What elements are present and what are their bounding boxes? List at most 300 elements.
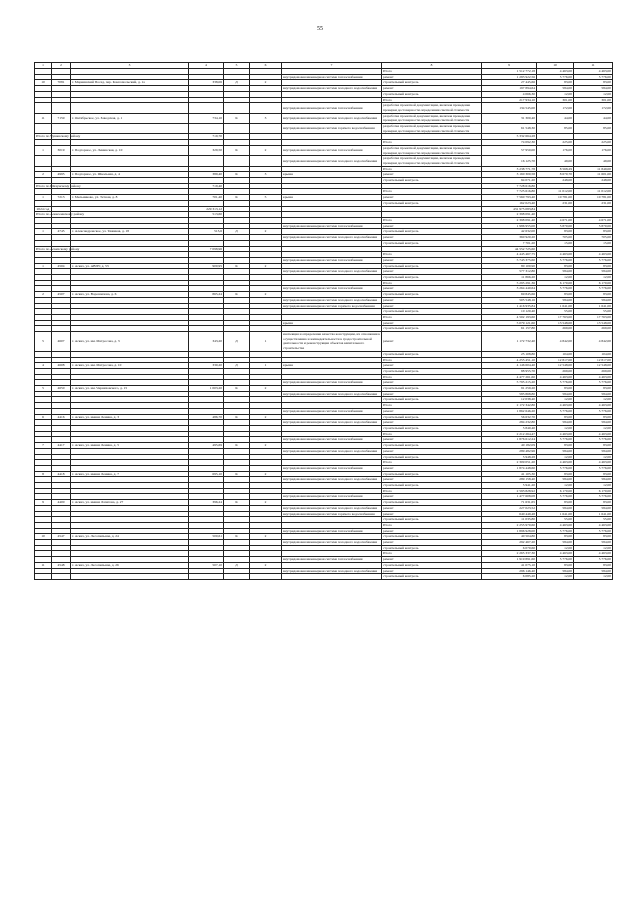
table-cell: 10 781,00	[574, 195, 613, 201]
table-cell: 5 840,40	[482, 426, 537, 432]
table-cell	[189, 574, 224, 580]
table-cell	[250, 103, 282, 113]
table-cell: г. Мельниково, ул. Тетюш, д. 8	[71, 195, 189, 201]
table-cell	[189, 124, 224, 134]
table-cell: 40 182,09	[482, 443, 537, 449]
table-cell: 217 934,10	[482, 97, 537, 103]
table-cell: 330,20	[189, 363, 224, 369]
table-cell: строительный контроль	[382, 483, 482, 489]
table-cell: 134 545,00	[482, 103, 537, 113]
table-cell: Итого по Шахунскому району	[36, 183, 81, 188]
table-cell: 4 463,00	[574, 460, 613, 466]
table-cell: 85,00	[537, 124, 574, 134]
table-cell: 585 868,80	[482, 391, 537, 397]
table-cell: 1	[35, 63, 52, 69]
table-cell: 5 776,00	[537, 286, 574, 292]
table-cell: 15,00	[574, 240, 613, 246]
table-cell: 301,00	[537, 97, 574, 103]
table-cell: 7	[282, 63, 382, 69]
table-cell: внутридомовая инженерная система теплоснабжения	[282, 74, 382, 80]
table-cell: 6 170,00	[537, 488, 574, 494]
table-cell: 301,00	[574, 97, 613, 103]
table-cell: 11 035,80	[482, 517, 537, 523]
table-cell: 1	[250, 363, 282, 369]
table-cell: 4 463,00	[574, 522, 613, 528]
table-cell: 4 463,00	[537, 403, 574, 409]
table-cell	[224, 574, 250, 580]
table-cell: 7 728 616,80	[482, 183, 537, 189]
table-cell: 13 548,00	[537, 320, 574, 326]
table-cell: 584,00	[574, 477, 613, 483]
table-cell: 584,00	[574, 86, 613, 92]
table-cell: 3	[250, 113, 282, 123]
table-cell: 4 463,00	[537, 374, 574, 380]
table-cell: 4 842,00	[537, 332, 574, 352]
table-cell: строительный контроль	[382, 91, 482, 97]
table-cell: 83,00	[537, 562, 574, 568]
table-cell: 83,00	[537, 292, 574, 298]
table-cell: 172,00	[574, 103, 613, 113]
table-cell: 584,00	[574, 391, 613, 397]
table-cell: 584,00	[537, 269, 574, 275]
table-cell: Д	[224, 229, 250, 235]
table-cell: 44,00	[537, 113, 574, 123]
table-cell: 83,00	[574, 263, 613, 269]
table-cell: 41 075,10	[482, 562, 537, 568]
table-cell: строительный контроль	[382, 500, 482, 506]
table-cell: строительный контроль	[382, 275, 482, 281]
table-cell: 7213	[52, 195, 71, 201]
table-cell: ремонт	[382, 223, 482, 229]
table-cell: строительный контроль	[382, 414, 482, 420]
table-cell: 1	[35, 195, 52, 201]
table-cell: 1 641,00	[537, 511, 574, 517]
table-cell: ремонт	[382, 465, 482, 471]
table-cell	[52, 124, 71, 134]
table-cell: внутридомовая инженерная система теплоснабжения	[282, 380, 382, 386]
table-cell: 5 776,00	[537, 437, 574, 443]
table-cell: ремонт	[382, 286, 482, 292]
table-cell: 12,00	[574, 426, 613, 432]
table-cell	[189, 156, 224, 166]
table-cell: Итого	[382, 403, 482, 409]
table-cell: 584,00	[574, 420, 613, 426]
table-cell: строительный контроль	[382, 562, 482, 568]
table-cell: 2 398 091,40	[482, 212, 537, 218]
table-cell: г. Аскиз, ул. им. Матросова, д. 3	[71, 332, 189, 352]
table-cell: 2024 год	[35, 206, 52, 212]
table-cell: 74 092,30	[482, 140, 537, 146]
table-cell: 5 776,00	[574, 557, 613, 563]
table-cell: внутридомовая инженерная система теплоснабжения	[282, 528, 382, 534]
table-cell: 513,6	[189, 229, 224, 235]
table-cell: 2	[250, 500, 282, 506]
table-cell: 80 100,90	[482, 263, 537, 269]
table-cell: 5	[35, 332, 52, 352]
table-cell: 2	[35, 172, 52, 178]
table-cell: 584,00	[537, 505, 574, 511]
table-cell: 1 477 608,08	[482, 494, 537, 500]
table-cell: 4608	[52, 363, 71, 369]
table-cell: 2	[250, 386, 282, 392]
table-cell: 269,00	[574, 368, 613, 374]
table-cell: ремонт	[382, 172, 482, 178]
table-cell: 5 776,00	[537, 494, 574, 500]
table-cell: 5 776,00	[574, 257, 613, 263]
table-cell: 2	[250, 443, 282, 449]
table-cell: 1 862 646,20	[482, 408, 537, 414]
table-cell: 2	[250, 145, 282, 155]
table-cell: 719,40	[189, 183, 224, 189]
table-cell: 12,00	[574, 483, 613, 489]
table-cell: 5 776,00	[537, 465, 574, 471]
table-cell: 12,00	[574, 275, 613, 281]
table-cell: 1	[35, 263, 52, 269]
table-cell: 4 146 604,40	[482, 363, 537, 369]
table-cell: крыша	[282, 363, 382, 369]
table-cell: 5 776,00	[537, 380, 574, 386]
table-cell: 584,00	[537, 568, 574, 574]
table-cell: внутридомовая инженерная система теплоснабжения	[282, 557, 382, 563]
table-cell: 83,00	[574, 414, 613, 420]
table-cell: 3 160 300,58	[482, 172, 537, 178]
table-cell: строительный контроль	[382, 545, 482, 551]
table-cell: К	[224, 195, 250, 201]
table-cell: ремонт	[382, 86, 482, 92]
table-cell: 5 776,00	[574, 465, 613, 471]
table-cell: разработка проектной документации, включая проведение проверки достоверности определения сметной стоимости	[382, 113, 482, 123]
table-cell: 9	[35, 500, 52, 506]
table-cell: 3 264 440,64	[482, 286, 537, 292]
table-cell: строительный контроль	[382, 263, 482, 269]
table-cell: Итого	[382, 357, 482, 363]
table-cell: внутридомовая инженерная система холодного водоснабжения	[282, 568, 382, 574]
table-cell: 248,00	[574, 178, 613, 184]
table-cell: внутридомовая инженерная система холодного водоснабжения	[282, 113, 382, 123]
table-cell: строительный контроль	[382, 309, 482, 315]
table-cell	[71, 124, 189, 134]
table-cell: 584,00	[537, 477, 574, 483]
table-cell: 12 548,00	[537, 363, 574, 369]
table-cell: 5 795 215,20	[482, 380, 537, 386]
table-cell: 8 670,70	[537, 172, 574, 178]
table-cell: 49,00	[537, 156, 574, 166]
table-cell: 2 309 051,20	[482, 460, 537, 466]
table-cell: строительный контроль	[382, 240, 482, 246]
table-cell: 695,10	[189, 471, 224, 477]
table-cell: 104,00	[537, 351, 574, 357]
table-cell: 1 641,00	[537, 303, 574, 309]
table-cell: внутридомовая инженерная система холодного водоснабжения	[282, 505, 382, 511]
table-cell: 83,00	[537, 500, 574, 506]
table-cell	[224, 124, 250, 134]
table-cell: строительный контроль	[382, 229, 482, 235]
table-cell: 1 874 448,60	[482, 465, 537, 471]
table-cell: Д	[224, 562, 250, 568]
table-cell: 4745	[52, 229, 71, 235]
table-cell: строительный контроль	[382, 178, 482, 184]
table-row	[35, 124, 613, 134]
table-cell: 17 763,00	[574, 314, 613, 320]
table-cell: г. Аскиз, ул. Лесопильная, д. 24	[71, 534, 189, 540]
table-cell: 4547	[52, 534, 71, 540]
table-cell: 705,00	[537, 235, 574, 241]
table-cell: строительный контроль	[382, 443, 482, 449]
table-cell: К	[224, 534, 250, 540]
table-cell: крыша	[282, 172, 382, 178]
table-cell: 5 776,00	[537, 74, 574, 80]
table-cell: 734,10	[189, 113, 224, 123]
table-cell: 25 108,80	[482, 351, 537, 357]
table-cell: 42 632,00	[482, 229, 537, 235]
table-cell: 104,00	[574, 351, 613, 357]
table-cell: 4 463,00	[574, 69, 613, 75]
table-cell: 2 265 337,30	[482, 551, 537, 557]
table-cell: 5 776,00	[537, 557, 574, 563]
table-cell: 7	[35, 443, 52, 449]
table-cell: внутридомовая инженерная система холодного водоснабжения	[282, 156, 382, 166]
table-cell: 172,00	[537, 103, 574, 113]
table-cell: 584,00	[574, 505, 613, 511]
table-cell: К	[224, 471, 250, 477]
table-cell: 3019	[52, 145, 71, 155]
table-cell: 284 232,80	[482, 420, 537, 426]
table-cell	[35, 156, 52, 166]
table-cell: 7081	[52, 80, 71, 86]
table-cell: 69 845,66	[482, 292, 537, 298]
table-cell: 162 023,40	[482, 200, 537, 206]
table-cell: 55,00	[537, 309, 574, 315]
table-cell: 865,24	[189, 292, 224, 298]
table-cell: К	[224, 292, 250, 298]
table-cell: 4995	[52, 172, 71, 178]
table-cell: Д	[224, 363, 250, 369]
table-cell: 5	[224, 63, 250, 69]
table-cell: 900,95	[189, 263, 224, 269]
table-cell: 4 463,00	[574, 551, 613, 557]
table-cell: 83,00	[537, 471, 574, 477]
table-cell	[52, 103, 71, 113]
table-cell: ремонт	[382, 363, 482, 369]
table-cell	[250, 156, 282, 166]
table-cell: К	[224, 113, 250, 123]
table-cell: внутридомовая инженерная система холодного водоснабжения	[282, 269, 382, 275]
table-cell: 329,50	[189, 145, 224, 155]
table-cell: 701,40	[189, 195, 224, 201]
table-row	[35, 145, 613, 155]
table-cell: ремонт	[382, 511, 482, 517]
table-cell: 225,00	[537, 140, 574, 146]
table-cell	[52, 156, 71, 166]
table-cell: 5 776,00	[537, 408, 574, 414]
table-cell: 4 502 193,60	[482, 314, 537, 320]
table-cell: 4 463,00	[574, 403, 613, 409]
table-cell: 5 776,00	[537, 528, 574, 534]
table-cell: г. Аскиз, ул. им. Черняховского, д. 15	[71, 386, 189, 392]
table-cell: 705,00	[574, 235, 613, 241]
table-cell: К	[224, 172, 250, 178]
table-cell: 5 948,28	[482, 454, 537, 460]
table-cell: 17 763,00	[537, 314, 574, 320]
table-cell: внутридомовая инженерная система теплоснабжения	[282, 257, 382, 263]
table-cell: Итого по Аскизскому району	[36, 246, 80, 251]
table-cell: инспекция и определение качества конструкции, их отношения к осуществлению и жизнедеятельности к градостроительной деятельности и реконструкции объектов капитального строительства	[283, 332, 381, 351]
table-cell: 11 012,00	[537, 189, 574, 195]
table-cell: г. Аскиз, ул. АВПУ, д. 53	[71, 263, 189, 269]
table-cell: К	[224, 145, 250, 155]
table-cell: 7 098,96	[189, 246, 224, 252]
table-cell: 6	[250, 63, 282, 69]
table-cell: строительный контроль	[382, 534, 482, 540]
table-cell: 296 146,40	[482, 568, 537, 574]
table-cell: 5	[35, 386, 52, 392]
table-cell: внутридомовая инженерная система теплоснабжения	[282, 437, 382, 443]
table-row	[35, 574, 613, 580]
table-cell	[35, 124, 52, 134]
table-cell: 83,00	[574, 292, 613, 298]
table-cell: Д	[224, 332, 250, 352]
table-cell: 12 817,00	[537, 357, 574, 363]
table-cell: 83,00	[574, 471, 613, 477]
table-cell: внутридомовая инженерная система холодного водоснабжения	[282, 420, 382, 426]
table-cell: 1 876 612,24	[482, 437, 537, 443]
table-cell: 584,00	[537, 391, 574, 397]
table-cell: 389,40	[189, 172, 224, 178]
table-cell: 584,00	[537, 86, 574, 92]
table-cell: внутридомовая инженерная система теплоснабжения	[282, 145, 382, 155]
table-cell: Д	[224, 80, 250, 86]
table-cell: внутридомовая инженерная система горячего водоснабжения	[282, 511, 382, 517]
table-cell: 396,24	[189, 500, 224, 506]
table-cell: строительный контроль	[382, 574, 482, 580]
table-cell: 4 463,00	[537, 69, 574, 75]
table-cell: ремонт	[382, 380, 482, 386]
table-cell: 2 172 342,80	[482, 403, 537, 409]
table-cell: 4 671,00	[574, 217, 613, 223]
table-cell: 227 023,52	[482, 505, 537, 511]
table-cell: г. Аскиз, ул. имени Ленина, д. 3	[71, 414, 189, 420]
table-cell: строительный контроль	[382, 397, 482, 403]
table-cell: Итого	[382, 314, 482, 320]
table-cell	[250, 124, 282, 134]
table-cell: Итого	[382, 69, 482, 75]
table-cell: 4417	[52, 443, 71, 449]
table-cell: 6 085,20	[482, 574, 537, 580]
table-cell: 83,00	[574, 80, 613, 86]
table-cell: 5 870,00	[537, 223, 574, 229]
table-cell: 5 079 121,60	[482, 320, 537, 326]
table-cell: 94 071,20	[482, 178, 537, 184]
table-cell: 4507	[52, 292, 71, 298]
table-cell: 11	[574, 63, 613, 69]
table-cell: 5 941,20	[482, 483, 537, 489]
table-cell: внутридомовая инженерная система теплоснабжения	[282, 223, 382, 229]
table-cell: 4416	[52, 414, 71, 420]
table-cell: 3	[250, 172, 282, 178]
table-row	[35, 103, 613, 113]
table-cell: крыша	[282, 320, 382, 326]
table-cell: 2	[250, 534, 282, 540]
table-cell: 584,00	[537, 540, 574, 546]
table-cell: ремонт	[382, 297, 482, 303]
table-cell: 2 255 970,60	[482, 522, 537, 528]
table-cell: 12 038,40	[482, 397, 537, 403]
table-cell: ремонт	[382, 303, 482, 309]
table-cell: ремонт	[382, 420, 482, 426]
table-cell: ремонт	[382, 74, 482, 80]
table-cell: внутридомовая инженерная система холодного водоснабжения	[282, 235, 382, 241]
table-cell: Итого	[382, 488, 482, 494]
table-cell: ремонт	[382, 540, 482, 546]
table-cell: 4400	[52, 500, 71, 506]
table-cell: 83,00	[537, 443, 574, 449]
table-cell: 4 463,00	[574, 374, 613, 380]
table-cell: 486,70	[189, 414, 224, 420]
table-cell: строительный контроль	[382, 292, 482, 298]
table-cell: 12,00	[537, 275, 574, 281]
table-cell: 8	[382, 63, 482, 69]
table-cell: 6 170,00	[537, 280, 574, 286]
table-cell: 269,00	[574, 326, 613, 332]
table-cell: 584,00	[574, 540, 613, 546]
table-cell: 507,10	[189, 562, 224, 568]
table-cell: 83,00	[574, 500, 613, 506]
table-cell: 7159	[52, 113, 71, 123]
table-cell: ремонт	[382, 448, 482, 454]
table-cell: 269,00	[537, 326, 574, 332]
table-cell	[35, 103, 52, 113]
table-cell: 8	[35, 471, 52, 477]
table-cell	[71, 574, 189, 580]
table-cell: внутридомовая инженерная система горячего водоснабжения	[282, 124, 382, 134]
table-cell: 4504	[52, 263, 71, 269]
table-cell: 292 467,20	[482, 540, 537, 546]
table-cell: 13 548,00	[574, 320, 613, 326]
table-cell: строительный контроль	[382, 517, 482, 523]
table-cell: внутридомовая инженерная система теплоснабжения	[282, 494, 382, 500]
table-cell: 12,00	[574, 91, 613, 97]
table-cell	[224, 103, 250, 113]
table-cell: 7 701,20	[482, 240, 537, 246]
table-cell: 10	[35, 534, 52, 540]
table-cell: 12,00	[537, 574, 574, 580]
table-cell: 83,00	[537, 386, 574, 392]
table-cell	[250, 574, 282, 580]
table-cell: 719,70	[189, 134, 224, 140]
table-cell: ремонт	[382, 408, 482, 414]
table-cell: 269,00	[537, 368, 574, 374]
table-cell: 1 641,00	[574, 303, 613, 309]
table-cell: внутридомовая инженерная система холодного водоснабжения	[282, 297, 382, 303]
table-cell: 6	[35, 414, 52, 420]
table-cell: 31 300,40	[482, 113, 537, 123]
table-cell: ремонт	[382, 195, 482, 201]
table-cell: 4 463,00	[537, 551, 574, 557]
table-cell: 5 776,00	[574, 528, 613, 534]
table-cell: внутридомовая инженерная система теплоснабжения	[282, 103, 382, 113]
table-cell: 11 866,20	[482, 275, 537, 281]
table-cell: строительный контроль	[382, 471, 482, 477]
table-cell: 505 548,16	[482, 297, 537, 303]
table-cell: 4650	[52, 386, 71, 392]
table-cell: ремонт	[382, 235, 482, 241]
table-cell: Итого	[382, 252, 482, 258]
table-cell: К	[224, 414, 250, 420]
table-cell: 40 504,80	[482, 534, 537, 540]
table-cell: Итого	[382, 374, 482, 380]
table-cell: внутридомовая инженерная система горячего водоснабжения	[282, 303, 382, 309]
table-cell: 6 170,00	[574, 280, 613, 286]
